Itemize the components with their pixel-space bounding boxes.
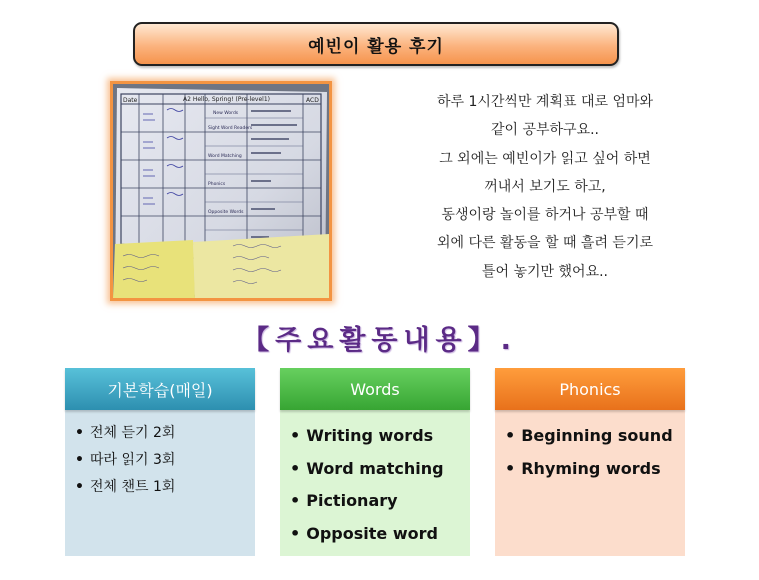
study-plan-photo-image — [113, 84, 329, 298]
photo-row-label: Phonics — [208, 182, 226, 187]
card-basic-study — [65, 368, 255, 556]
card-words — [280, 368, 470, 556]
list-item: • 전체 듣기 2회 — [75, 425, 176, 441]
list-item: • Opposite word — [290, 523, 438, 543]
photo-row-label: Opposite Words — [208, 210, 244, 215]
story-line: 그 외에는 예빈이가 읽고 싶어 하면 — [439, 150, 651, 167]
list-item: • 따라 읽기 3회 — [75, 452, 176, 468]
photo-col-total: ACD — [306, 97, 319, 104]
story-line: 하루 1시간씩만 계획표 대로 엄마와 — [436, 94, 654, 110]
story-line: 꺼내서 보기도 하고, — [484, 178, 606, 195]
story-line: 외에 다른 활동을 할 때 흘려 듣기로 — [436, 235, 654, 252]
card-body — [495, 410, 685, 556]
story-line: 틀어 놓기만 했어요.. — [482, 263, 608, 280]
page-title: 예빈이 활용 후기 — [133, 22, 619, 66]
card-phonics — [495, 368, 685, 556]
list-item: • Pictionary — [290, 491, 398, 510]
story-line: 같이 공부하구요.. — [490, 122, 600, 139]
photo-row-label: Word Matching — [208, 154, 242, 159]
photo-row-label: New Words — [213, 111, 239, 116]
card-title: Words — [280, 368, 470, 410]
list-item: • Rhyming words — [505, 458, 661, 478]
list-item: • Word matching — [290, 458, 444, 478]
list-item: • Writing words — [290, 426, 434, 445]
photo-col-date: Date — [123, 97, 138, 104]
story-line: 동생이랑 놀이를 하거나 공부할 때 — [441, 207, 649, 224]
list-item: • 전체 챈트 1회 — [75, 479, 176, 495]
review-story — [400, 88, 690, 286]
photo-row-label: Sight Word Readers — [208, 126, 253, 131]
study-plan-photo — [110, 81, 332, 301]
card-body — [65, 410, 255, 556]
card-title: Phonics — [495, 368, 685, 410]
card-body — [280, 410, 470, 556]
card-title: 기본학습(매일) — [65, 368, 255, 410]
section-heading: 【주요활동내용】. — [242, 325, 517, 356]
photo-table-title: A2 Hello, Spring! (Pre-level1) — [183, 96, 270, 103]
list-item: • Beginning sound — [505, 426, 673, 445]
